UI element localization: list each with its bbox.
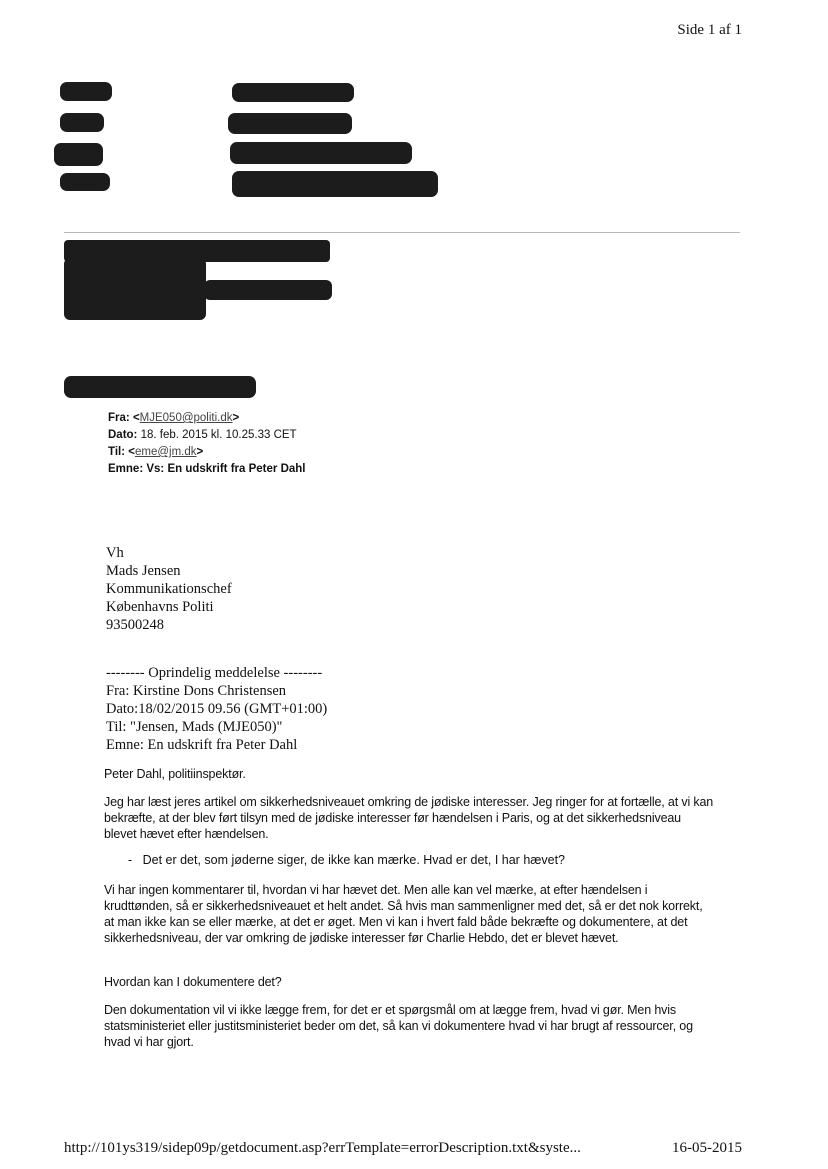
body-paragraph: Peter Dahl, politiinspektør. [104, 767, 246, 781]
signature-line: Københavns Politi [106, 599, 214, 615]
signature-block [106, 544, 232, 634]
signature-line: Mads Jensen [106, 563, 181, 579]
body-paragraph: Vi har ingen kommentarer til, hvordan vi har hævet det. Men alle kan vel mærke, at efter hændelsen i krudttønden, så er sikkerhedsniveauet et helt andet. Så hvis man sammenligner med det, så er det nok korrekt, at man ikke kan se eller mærke, at det er øget. Men vi kan i hvert fald både bekræfte og dokumentere, at det sikkerhedsniveau, der var omkring de jødiske interesser før Charlie Hebdo, det er blevet hævet. [104, 883, 703, 945]
to-email-link[interactable]: eme@jm.dk [134, 446, 197, 458]
date-label: Dato: [108, 429, 138, 441]
body-paragraph: Jeg har læst jeres artikel om sikkerhedsniveauet omkring de jødiske interesser. Jeg ringer for at fortælle, at vi kan bekræfte, at der blev ført tilsyn med de jødiske interesser før hændelsen i Paris, og at det sikkerhedsniveau blevet hævet efter hændelsen. [104, 795, 714, 841]
page-number: Side 1 af 1 [677, 22, 742, 38]
redaction-block [60, 82, 112, 101]
subject-value: Vs: En udskrift fra Peter Dahl [146, 463, 306, 475]
redaction-block [64, 376, 256, 398]
body-paragraph: Den dokumentation vil vi ikke lægge frem, for det er et spørgsmål om at lægge frem, hvad vi gør. Men hvis statsministeriet eller justitsministeriet beder om det, så kan vi dokumentere hvad vi har brugt af ressourcer, og hvad vi har gjort. [104, 1003, 693, 1049]
redaction-block [232, 171, 438, 197]
redaction-block [64, 258, 206, 320]
original-line: -------- Oprindelig meddelelse -------- [106, 665, 323, 681]
redaction-block [204, 280, 332, 300]
from-email-link[interactable]: MJE050@politi.dk [139, 412, 233, 424]
subject-label: Emne: [108, 463, 144, 475]
email-to: Til: <eme@jm.dk> [108, 446, 204, 458]
email-subject [108, 461, 305, 478]
body-paragraph: Hvordan kan I dokumentere det? [104, 975, 282, 989]
original-line: Til: "Jensen, Mads (MJE050)" [106, 719, 283, 735]
redaction-block [60, 113, 104, 132]
signature-line: Vh [106, 545, 124, 561]
email-date [108, 427, 297, 444]
redaction-block [60, 173, 110, 191]
separator-line [64, 232, 740, 233]
email-from: Fra: <MJE050@politi.dk> [108, 412, 240, 424]
original-line: Dato:18/02/2015 09.56 (GMT+01:00) [106, 701, 328, 717]
redaction-block [228, 113, 352, 134]
footer-date: 16-05-2015 [672, 1140, 742, 1156]
original-message-header [106, 664, 327, 754]
signature-line: Kommunikationschef [106, 581, 232, 597]
from-label: Fra: [108, 412, 130, 424]
bullet-text: Det er det, som jøderne siger, de ikke kan mærke. Hvad er det, I har hævet? [142, 853, 566, 867]
date-value: 18. feb. 2015 kl. 10.25.33 CET [140, 429, 297, 441]
bullet-dash: - [128, 853, 143, 867]
to-label: Til: [108, 446, 126, 458]
original-line: Emne: En udskrift fra Peter Dahl [106, 737, 298, 753]
footer-url: http://101ys319/sidep09p/getdocument.asp?errTemplate=errorDescription.txt&syste... [64, 1140, 581, 1156]
signature-line: 93500248 [106, 617, 164, 633]
redaction-block [232, 83, 354, 102]
bullet-item [128, 853, 565, 867]
redaction-block [230, 142, 412, 164]
original-line: Fra: Kirstine Dons Christensen [106, 683, 287, 699]
redaction-block [54, 143, 103, 166]
